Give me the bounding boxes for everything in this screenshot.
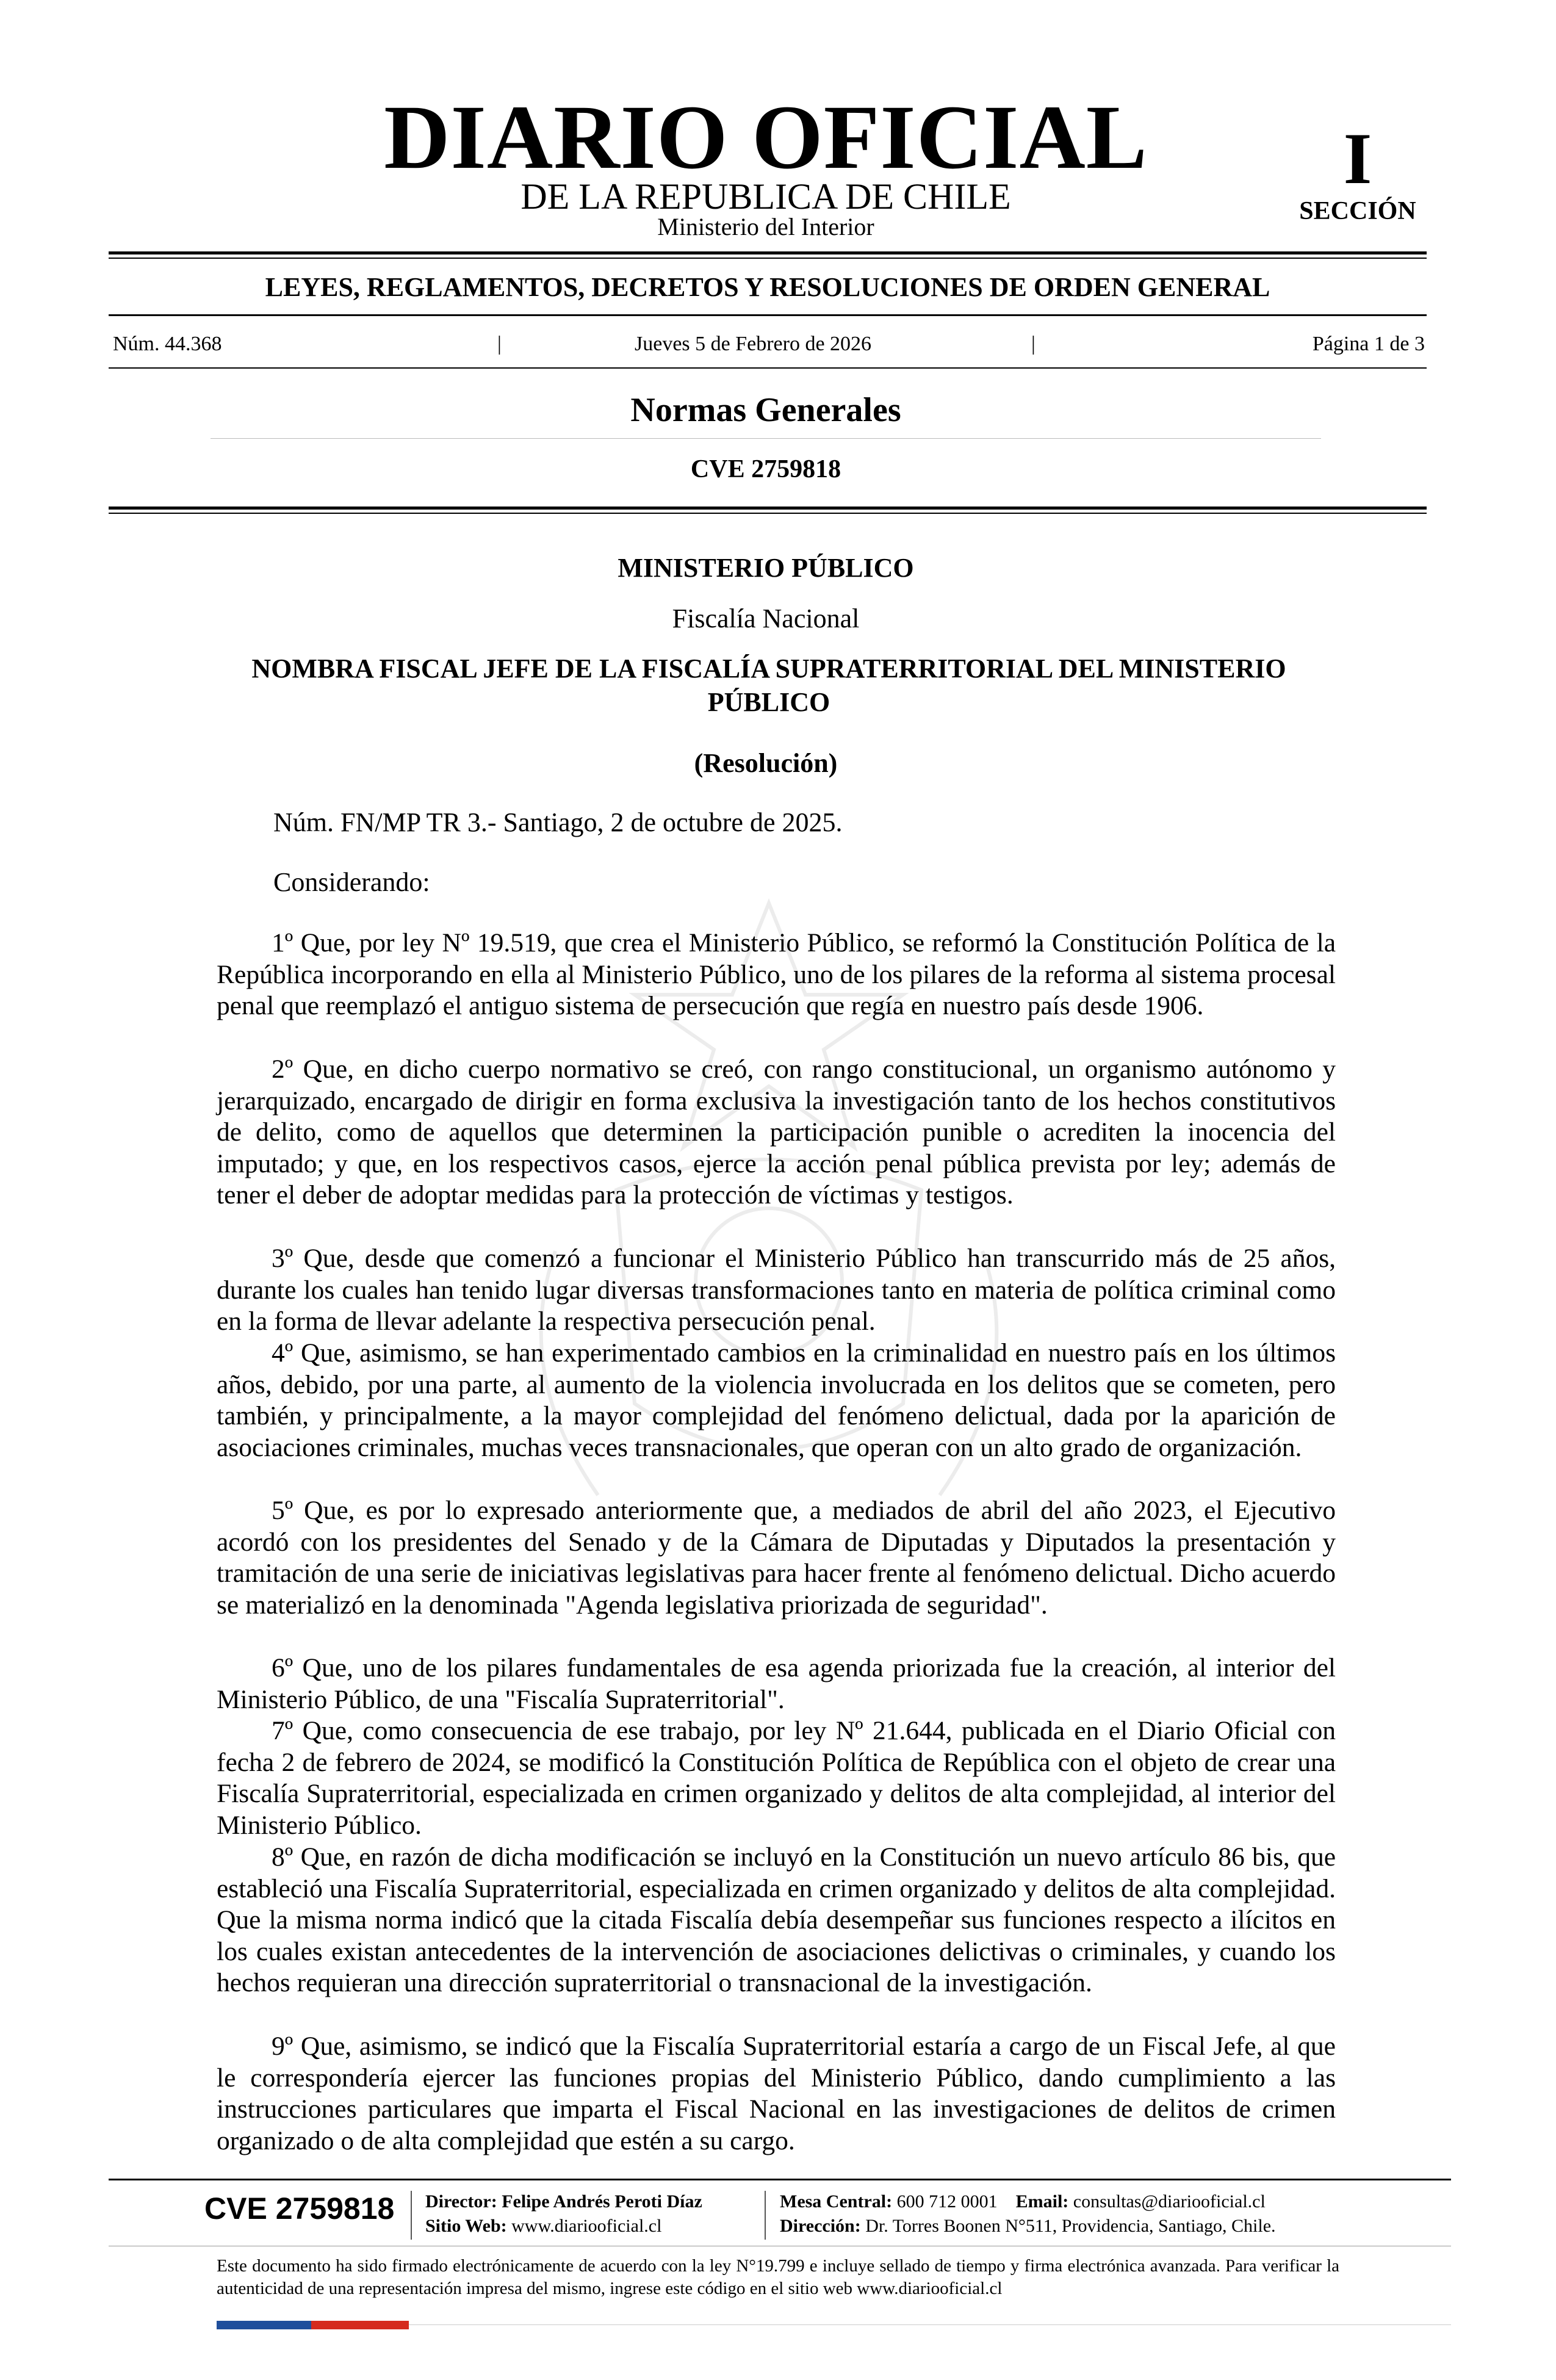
section-title: Normas Generales (630, 391, 901, 429)
electronic-signature-note: Este documento ha sido firmado electrónicamente de acuerdo con la ley N°19.799 e incluye sellado de tiempo y firma electrónica avanzada. Para verificar la autenticidad de una representación impresa del mismo, ingrese este código en el sitio web www.diariooficial.cl (217, 2256, 1339, 2298)
footer-website: Sitio Web: www.diariooficial.cl (425, 2216, 662, 2236)
footer-director: Director: Felipe Andrés Peroti Díaz (425, 2191, 702, 2212)
footer-rule-top (109, 2179, 1451, 2180)
cve-code: CVE 2759818 (690, 455, 841, 483)
masthead-title: DIARIO OFICIAL (384, 87, 1148, 188)
issuing-office: Fiscalía Nacional (672, 604, 860, 633)
masthead-subtitle: DE LA REPUBLICA DE CHILE (520, 176, 1011, 217)
issuing-ministry: MINISTERIO PÚBLICO (618, 553, 914, 583)
footer-separator (765, 2191, 766, 2240)
considerando-3: 3º Que, desde que comenzó a funcionar el Ministerio Público han transcurrido más de 25 años, durante los cuales han tenido lugar diversas transformaciones tanto en materia de política criminal como en la forma de llevar adelante la respectiva persecución penal. (217, 1244, 1336, 1336)
masthead-ministry: Ministerio del Interior (657, 213, 874, 240)
email-link[interactable]: consultas@diariooficial.cl (1073, 2191, 1266, 2212)
info-rule (109, 367, 1427, 369)
info-separator: | (1031, 333, 1036, 355)
category-rule (109, 314, 1427, 316)
considerando-1: 1º Que, por ley Nº 19.519, que crea el Ministerio Público, se reformó la Constitución Política de la República incorporando en ella al Ministerio Público, uno de los pilares de la reforma al sistema procesal penal que reemplazó el antiguo sistema de persecución que regía en nuestro país desde 1906. (217, 928, 1336, 1020)
considerando-5: 5º Que, es por lo expresado anteriormente que, a mediados de abril del año 2023, el Ejecutivo acordó con los presidentes del Senado y de la Cámara de Diputadas y Diputados la presentación y tramitación de una serie de iniciativas legislativas para hacer frente al fenómeno delictual. Dicho acuerdo se materializó en la denominada "Agenda legislativa priorizada de seguridad". (217, 1496, 1336, 1620)
considerando-7: 7º Que, como consecuencia de ese trabajo, por ley Nº 21.644, publicada en el Diario Oficial con fecha 2 de febrero de 2024, se modificó la Constitución Política de República con el objeto de crear una Fiscalía Supraterritorial, especializada en crimen organizado y delitos de alta complejidad, al interior del Ministerio Público. (217, 1716, 1336, 1840)
considerando-6: 6º Que, uno de los pilares fundamentales de esa agenda priorizada fue la creación, al interior del Ministerio Público, de una "Fiscalía Supraterritorial". (217, 1653, 1336, 1714)
info-separator: | (497, 333, 502, 355)
footer-rule-bottom (409, 2324, 1451, 2325)
considerando-2: 2º Que, en dicho cuerpo normativo se creó, con rango constitucional, un organismo autónomo y jerarquizado, encargado de dirigir en forma exclusiva la investigación tanto de los hechos constitutivos de delito, como de aquellos que determinen la participación punible o acrediten la inocencia del imputado; y que, en los respectivos casos, ejerce la acción penal pública prevista por ley; además de tener el deber de adoptar medidas para la protección de víctimas y testigos. (217, 1055, 1336, 1210)
footer-separator (411, 2191, 412, 2240)
footer-address: Dirección: Dr. Torres Boonen N°511, Providencia, Santiago, Chile. (780, 2216, 1276, 2236)
flag-stripe-blue (217, 2321, 311, 2329)
considerando-9: 9º Que, asimismo, se indicó que la Fiscalía Supraterritorial estaría a cargo de un Fiscal Jefe, al que le correspondería ejercer las funciones propias del Ministerio Público, dando cumplimiento a las instrucciones particulares que imparta el Fiscal Nacional en las investigaciones de delitos de crimen organizado o de alta complejidad que estén a su cargo. (217, 2032, 1336, 2155)
document-type: (Resolución) (694, 748, 838, 778)
footer-cve-code: CVE 2759818 (204, 2191, 395, 2226)
resolution-heading: NOMBRA FISCAL JEFE DE LA FISCALÍA SUPRATERRITORIAL DEL MINISTERIO PÚBLICO (251, 654, 1286, 717)
considerando-8: 8º Que, en razón de dicha modificación se incluyó en la Constitución un nuevo artículo 86 bis, que estableció una Fiscalía Supraterritorial, especializada en crimen organizado y delitos de alta complejidad. Que la misma norma indicó que la citada Fiscalía debía desempeñar sus funciones respecto a ilícitos en los cuales existan antecedentes de la intervención de asociaciones delictivas o criminales, y cuando los hechos requieran una dirección supraterritorial o transnacional de la investigación. (217, 1842, 1336, 1997)
section-label: SECCIÓN (1299, 197, 1416, 225)
section-number: I (1343, 118, 1372, 199)
flag-stripe-red (311, 2321, 409, 2329)
issue-number: Núm. 44.368 (113, 333, 222, 355)
header-rule-thin (109, 258, 1427, 259)
section-divider (211, 438, 1321, 439)
cve-rule-thin (109, 513, 1427, 514)
considerando-4: 4º Que, asimismo, se han experimentado cambios en la criminalidad en nuestro país en los últimos años, debido, por una parte, al aumento de la violencia involucrada en los delitos que se cometen, pero también, y principalmente, a la mayor complejidad del fenómeno delictual, dada por la aparición de asociaciones criminales, muchas veces transnacionales, que operan con un alto grado de organización. (217, 1338, 1336, 1462)
issue-date: Jueves 5 de Febrero de 2026 (635, 333, 872, 355)
page-count: Página 1 de 3 (1312, 333, 1425, 355)
header-rule-top (109, 251, 1427, 254)
resolution-number-line: Núm. FN/MP TR 3.- Santiago, 2 de octubre de 2025. (273, 807, 843, 837)
publication-category: LEYES, REGLAMENTOS, DECRETOS Y RESOLUCIONES DE ORDEN GENERAL (265, 272, 1270, 302)
cve-rule-thick (109, 507, 1427, 510)
website-link[interactable]: www.diariooficial.cl (511, 2216, 662, 2236)
footer-contact: Mesa Central: 600 712 0001 Email: consultas@diariooficial.cl (780, 2191, 1266, 2212)
considering-label: Considerando: (273, 867, 430, 897)
